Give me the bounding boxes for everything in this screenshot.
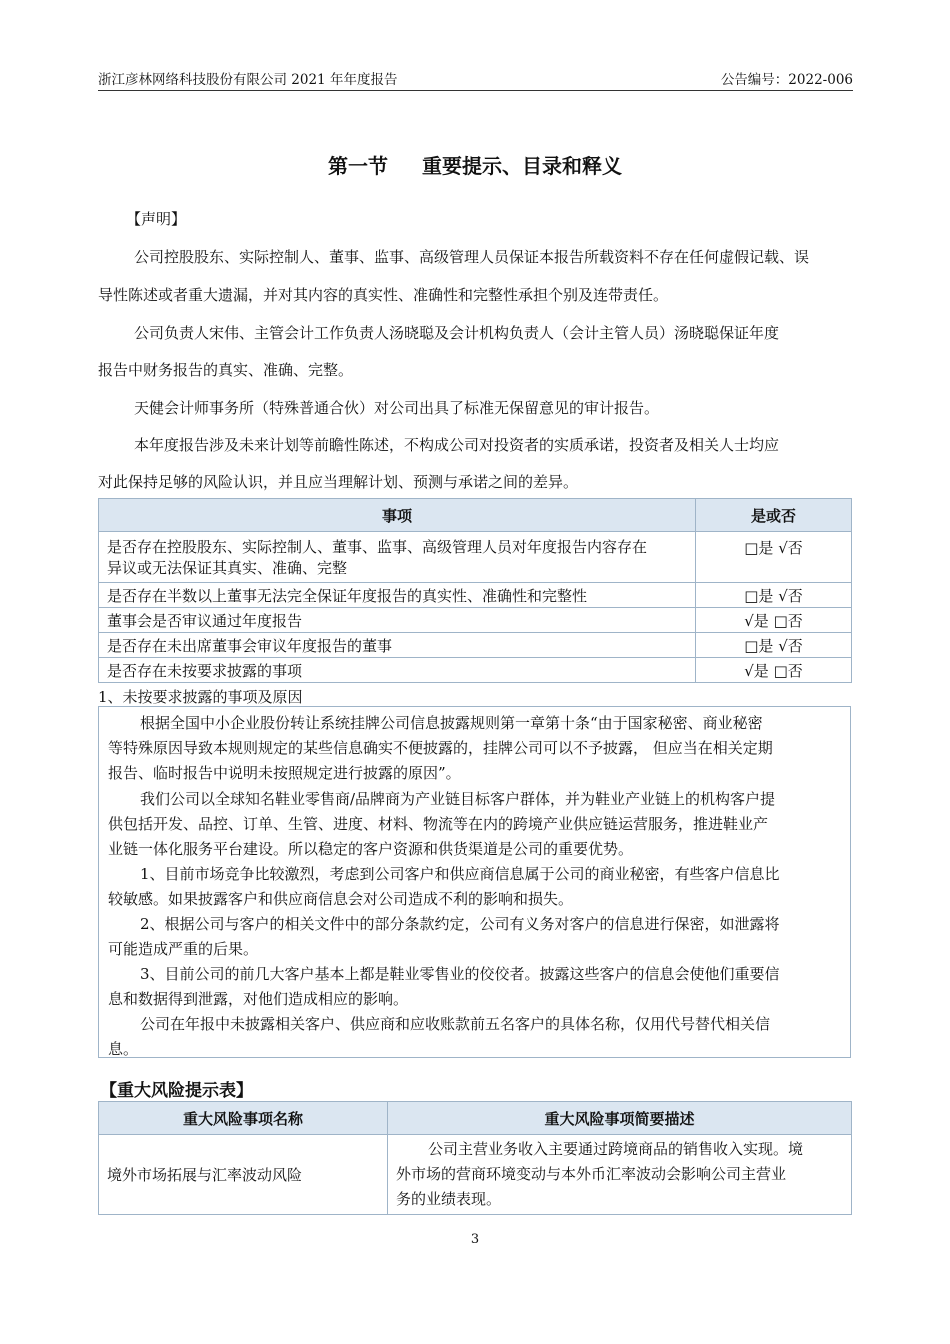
- reason-line: 3、目前公司的前几大客户基本上都是鞋业零售业的佼佼者。披露这些客户的信息会使他们重要信: [140, 965, 780, 983]
- answer-cell: □是 √否: [696, 532, 852, 583]
- risk-name-cell: 境外市场拓展与汇率波动风险: [99, 1135, 388, 1215]
- risk-description-line: 外市场的营商环境变动与本外币汇率波动会影响公司主营业: [396, 1165, 787, 1183]
- reason-line: 息和数据得到泄露，对他们造成相应的影响。: [108, 990, 409, 1008]
- answer-cell: □是 √否: [696, 583, 852, 608]
- declaration-p2-line2: 报告中财务报告的真实、准确、完整。: [98, 361, 354, 379]
- declaration-heading: 【声明】: [126, 210, 187, 228]
- matter-line: 异议或无法保证其真实、准确、完整: [107, 559, 348, 577]
- declaration-p2-line1: 公司负责人宋伟、主管会计工作负责人汤晓聪及会计机构负责人（会计主管人员）汤晓聪保证年度: [134, 324, 780, 342]
- page-header: [98, 66, 853, 91]
- table-header-row: [99, 499, 852, 532]
- risk-description-line: 公司主营业务收入主要通过跨境商品的销售收入实现。境: [428, 1140, 804, 1158]
- answer-cell: √是 □否: [696, 608, 852, 633]
- column-header-risk-description: 重大风险事项简要描述: [388, 1102, 852, 1135]
- risk-table: [98, 1101, 852, 1215]
- reason-line: 较敏感。如果披露客户和供应商信息会对公司造成不利的影响和损失。: [108, 890, 574, 908]
- reason-line: 可能造成严重的后果。: [108, 940, 259, 958]
- page-number: 3: [470, 1232, 480, 1247]
- table-row: [99, 608, 852, 633]
- reason-line: 我们公司以全球知名鞋业零售商/品牌商为产业链目标客户群体，并为鞋业产业链上的机构客户提: [140, 790, 776, 808]
- declaration-p1-line2: 导性陈述或者重大遗漏，并对其内容的真实性、准确性和完整性承担个别及连带责任。: [98, 286, 669, 304]
- table-header-row: [99, 1102, 852, 1135]
- table-row: [99, 658, 852, 683]
- declaration-p4-line1: 本年度报告涉及未来计划等前瞻性陈述，不构成公司对投资者的实质承诺，投资者及相关人士均应: [134, 436, 780, 454]
- reason-line: 供包括开发、品控、订单、生管、进度、材料、物流等在内的跨境产业供应链运营服务，推进鞋业产: [108, 815, 769, 833]
- matter-line: 是否存在控股股东、实际控制人、董事、监事、高级管理人员对年度报告内容存在: [107, 538, 648, 556]
- reason-line: 息。: [108, 1040, 139, 1058]
- reason-line: 等特殊原因导致本规则规定的某些信息确实不便披露的，挂牌公司可以不予披露， 但应当在相关定期: [108, 739, 773, 757]
- column-header-risk-name: 重大风险事项名称: [99, 1102, 388, 1135]
- table-row: [99, 1135, 852, 1215]
- reason-line: 业链一体化服务平台建设。所以稳定的客户资源和供货渠道是公司的重要优势。: [108, 840, 634, 858]
- matters-table: [98, 498, 852, 683]
- matter-cell: [99, 532, 696, 583]
- reason-line: 报告、临时报告中说明未按照规定进行披露的原因”。: [108, 764, 461, 782]
- matter-cell: 是否存在未按要求披露的事项: [99, 658, 696, 683]
- risk-description-cell: [388, 1135, 852, 1215]
- matter-cell: 是否存在未出席董事会审议年度报告的董事: [99, 633, 696, 658]
- table-row: [99, 532, 852, 583]
- section-number: 第一节: [328, 154, 388, 178]
- header-company-report: 浙江彦林网络科技股份有限公司 2021 年年度报告: [98, 72, 398, 88]
- column-header-yes-no: 是或否: [696, 499, 852, 532]
- matter-cell: 是否存在半数以上董事无法完全保证年度报告的真实性、准确性和完整性: [99, 583, 696, 608]
- reason-line: 1、目前市场竞争比较激烈，考虑到公司客户和供应商信息属于公司的商业秘密，有些客户信息比: [140, 865, 780, 883]
- declaration-p4-line2: 对此保持足够的风险认识，并且应当理解计划、预测与承诺之间的差异。: [98, 473, 579, 491]
- column-header-matter: 事项: [99, 499, 696, 532]
- answer-cell: √是 □否: [696, 658, 852, 683]
- header-announcement-number: 公告编号：2022-006: [720, 72, 853, 88]
- table-row: [99, 583, 852, 608]
- section-name: 重要提示、目录和释义: [422, 154, 622, 178]
- reason-line: 根据全国中小企业股份转让系统挂牌公司信息披露规则第一章第十条“由于国家秘密、商业秘密: [140, 714, 763, 732]
- table-row: [99, 633, 852, 658]
- matter-cell: 董事会是否审议通过年度报告: [99, 608, 696, 633]
- undisclosed-heading: 1、未按要求披露的事项及原因: [98, 688, 303, 706]
- reason-line: 公司在年报中未披露相关客户、供应商和应收账款前五名客户的具体名称，仅用代号替代相关信: [140, 1015, 771, 1033]
- reason-line: 2、根据公司与客户的相关文件中的部分条款约定，公司有义务对客户的信息进行保密，如泄露将: [140, 915, 780, 933]
- declaration-p3: 天健会计师事务所（特殊普通合伙）对公司出具了标准无保留意见的审计报告。: [134, 399, 660, 417]
- risk-description-line: 务的业绩表现。: [396, 1190, 502, 1208]
- answer-cell: □是 √否: [696, 633, 852, 658]
- section-title: [0, 150, 950, 179]
- declaration-p1-line1: 公司控股股东、实际控制人、董事、监事、高级管理人员保证本报告所载资料不存在任何虚假记载、误: [134, 248, 810, 266]
- risk-table-heading: 【重大风险提示表】: [100, 1081, 253, 1101]
